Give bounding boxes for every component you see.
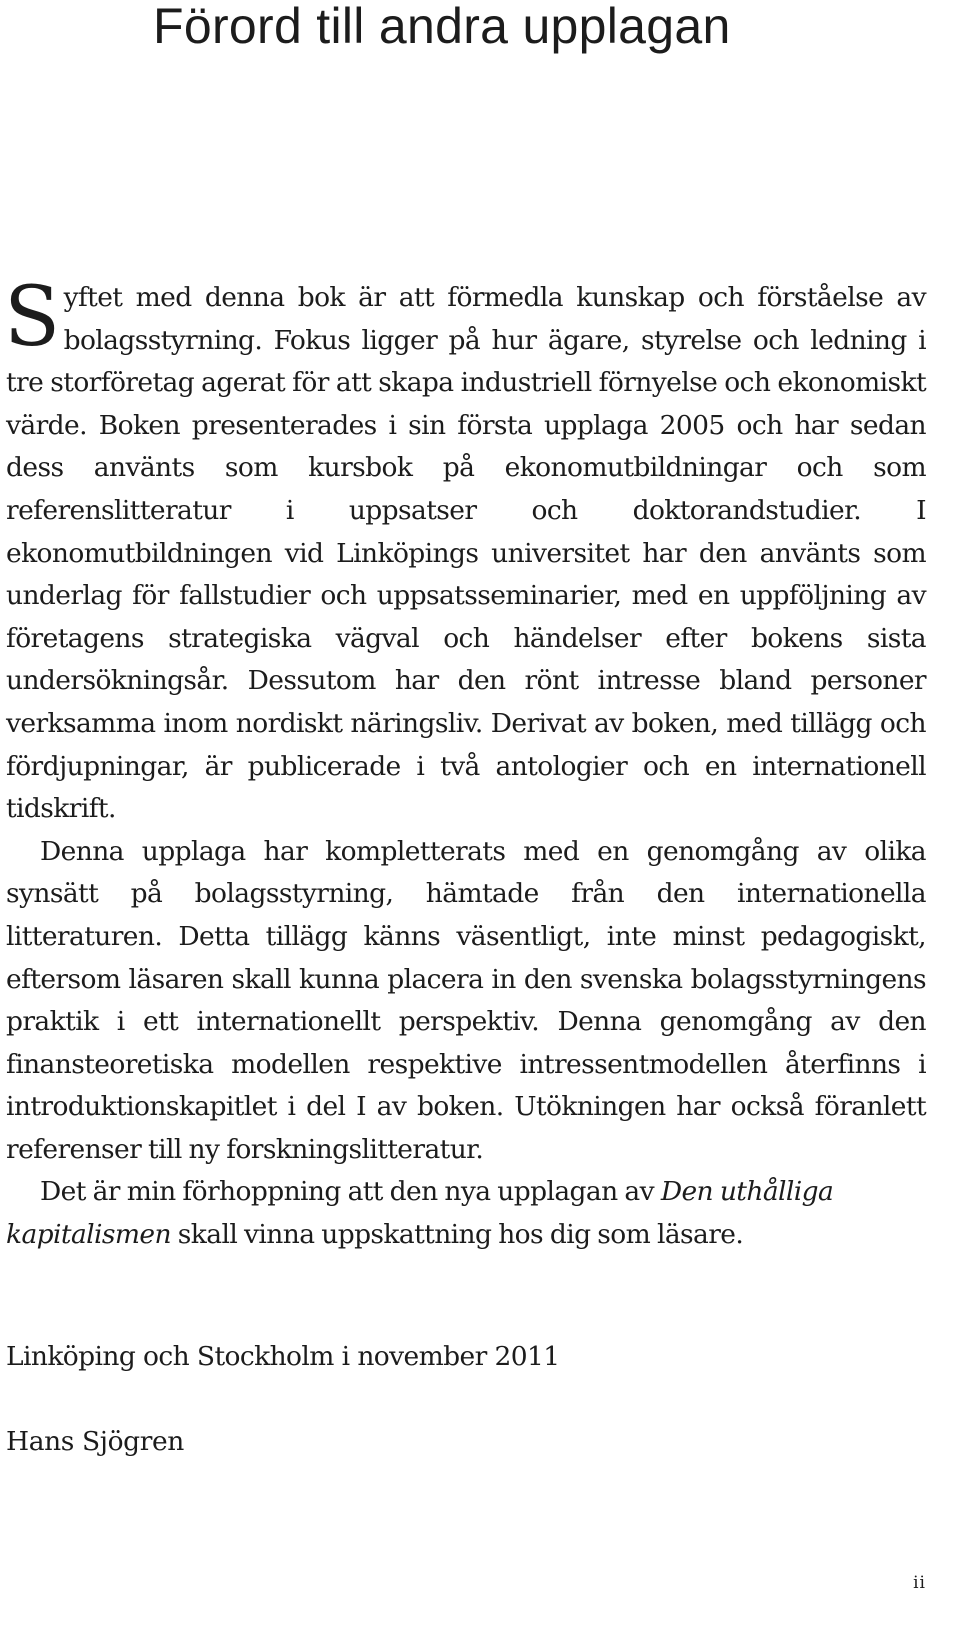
paragraph-2: Denna upplaga har kompletterats med en genomgång av olika synsätt på bolagsstyrning, hämtade från den internationella litteraturen. Detta tillägg känns väsentligt, inte minst pedagogiskt, eftersom läsaren skall kunna placera in den svenska bolagsstyrningens praktik i ett internationellt perspektiv. Denna genomgång av den finansteoretiska modellen respektive intressentmodellen återfinns i introduktionskapitlet i del I av boken. Utökningen har också föranlett referenser till ny forskningslitteratur.: [6, 835, 926, 1165]
place-and-date: Linköping och Stockholm i november 2011: [6, 1341, 560, 1372]
paragraph-1: [4, 270, 926, 831]
page-number: ii: [913, 1573, 926, 1593]
paragraph-1-text: yftet med denna bok är att förmedla kunskap och förståelse av bolagsstyrning. Fokus ligger på hur ägare, styrelse och ledning i tre storföretag agerat för att skapa industriell förnyelse och ekonomiskt värde. Boken presenterades i sin första upplaga 2005 och har sedan dess använts som kursbok på ekonomutbildningar och som referenslitteratur i uppsatser och doktorandstudier. I ekonomutbildningen vid Linköpings universitet har den använts som underlag för fallstudier och uppsatsseminarier, med en uppföljning av företagens strategiska vägval och händelser efter bokens sista undersökningsår. Dessutom har den rönt intresse bland personer verksamma inom nordiskt näringsliv. Derivat av boken, med tillägg och fördjupningar, är publicerade i två antologier och en internationell tidskrift.: [6, 282, 926, 825]
paragraph-3-before: Det är min förhoppning att den nya upplagan av: [40, 1176, 661, 1208]
preface-body: [4, 270, 926, 1257]
author-name: Hans Sjögren: [6, 1426, 184, 1457]
paragraph-3-after: skall vinna uppskattning hos dig som läsare.: [170, 1219, 744, 1251]
paragraph-3: [6, 1171, 926, 1256]
page-title: Förord till andra upplagan: [153, 0, 731, 54]
drop-cap: S: [4, 270, 60, 365]
book-title: Den uthålliga kapitalismen: [6, 1176, 834, 1251]
